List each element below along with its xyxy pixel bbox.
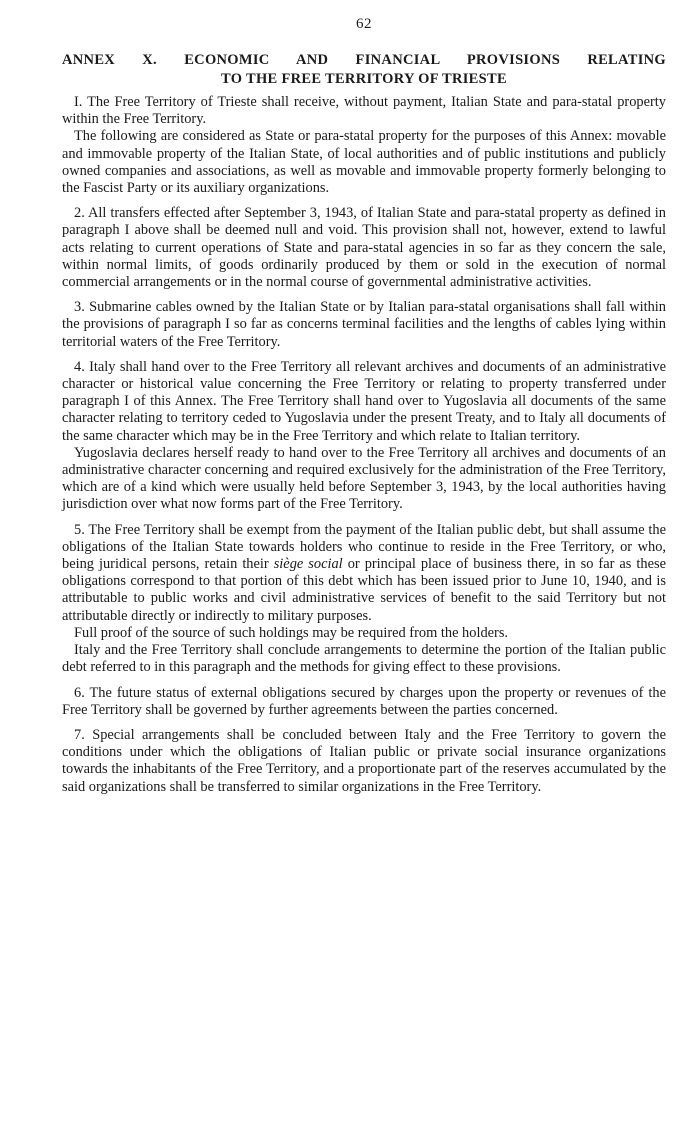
paragraph-2: 2. All transfers effected after September 3, 1943, of Italian State and para-statal property as defined in paragraph I above shall be deemed null and void. This provision shall not, however, extend to lawful acts relating to current operations of State and para-statal agencies in so far as they concern the sale, within normal limits, of goods ordinarily produced by them or sold in the execution of normal commercial arrangements or in the normal course of governmental administrative activities. bbox=[62, 205, 666, 291]
page-number: 62 bbox=[356, 16, 372, 32]
paragraph-5-arrangements: Italy and the Free Territory shall conclude arrangements to determine the portion of the Italian public debt referred to in this paragraph and the methods for giving effect to these provisions. bbox=[62, 642, 666, 676]
paragraph-3: 3. Submarine cables owned by the Italian State or by Italian para-statal organisations shall fall within the provisions of paragraph I so far as concerns terminal facilities and the lengths of cables lying within territorial waters of the Free Territory. bbox=[62, 299, 666, 350]
annex-title-line-2: TO THE FREE TERRITORY OF TRIESTE bbox=[221, 71, 507, 87]
paragraph-5-proof: Full proof of the source of such holdings may be required from the holders. bbox=[74, 624, 509, 641]
annex-title bbox=[62, 51, 666, 89]
paragraph-5-italic-term: siège social bbox=[273, 556, 343, 573]
document-page bbox=[62, 16, 666, 796]
paragraph-1-definition: The following are considered as State or para-statal property for the purposes of this Annex: movable and immovable property of the Italian State, of local authorities and of public institutions and publicly owned companies and associations, as well as movable and immovable property formerly belonging to the Fascist Party or its auxiliary organizations. bbox=[62, 128, 666, 197]
paragraph-7: 7. Special arrangements shall be concluded between Italy and the Free Territory to govern the conditions under which the obligations of Italian public or private social insurance organizations towards the inhabitants of the Free Territory, and a proportionate part of the reserves accumulated by the said organizations shall be transferred to similar organizations in the Free Territory. bbox=[62, 726, 666, 795]
paragraph-5 bbox=[62, 522, 666, 625]
annex-title-line-1: ANNEX X. ECONOMIC AND FINANCIAL PROVISIONS RELATING bbox=[62, 52, 666, 68]
paragraph-4-yugoslavia: Yugoslavia declares herself ready to hand over to the Free Territory all archives and documents of an administrative character concerning and required exclusively for the administration of the Free Territory, which are of a kind which were usually held before September 3, 1943, by the local authorities having jurisdiction over what now forms part of the Free Territory. bbox=[62, 444, 666, 513]
paragraph-6: 6. The future status of external obligations secured by charges upon the property or revenues of the Free Territory shall be governed by further agreements between the parties concerned. bbox=[62, 684, 666, 718]
paragraph-1: I. The Free Territory of Trieste shall receive, without payment, Italian State and para-statal property within the Free Territory. bbox=[62, 94, 666, 128]
paragraph-4: 4. Italy shall hand over to the Free Territory all relevant archives and documents of an administrative character or historical value concerning the Free Territory or relating to property transferred under paragraph I of this Annex. The Free Territory shall hand over to Yugoslavia all documents of the same character relating to territory ceded to Yugoslavia under the present Treaty, and to Italy all documents of the same character which may be in the Free Territory and which relate to Italian territory. bbox=[62, 358, 666, 444]
paragraph-5-text-after: or principal place of business there, in so far as these obligations correspond to that portion of this debt which has been issued prior to June 10, 1940, and is attributable to public works and civil administrative services of benefit to the said Territory but not attributable directly or indirectly to military purposes. bbox=[62, 556, 666, 624]
paragraph-5-text-before: 5. The Free Territory shall be exempt from the payment of the Italian public debt, but shall assume the obligations of the Italian State towards holders who continue to reside in the Free Territory, or who, being juridical persons, retain their bbox=[62, 521, 666, 573]
